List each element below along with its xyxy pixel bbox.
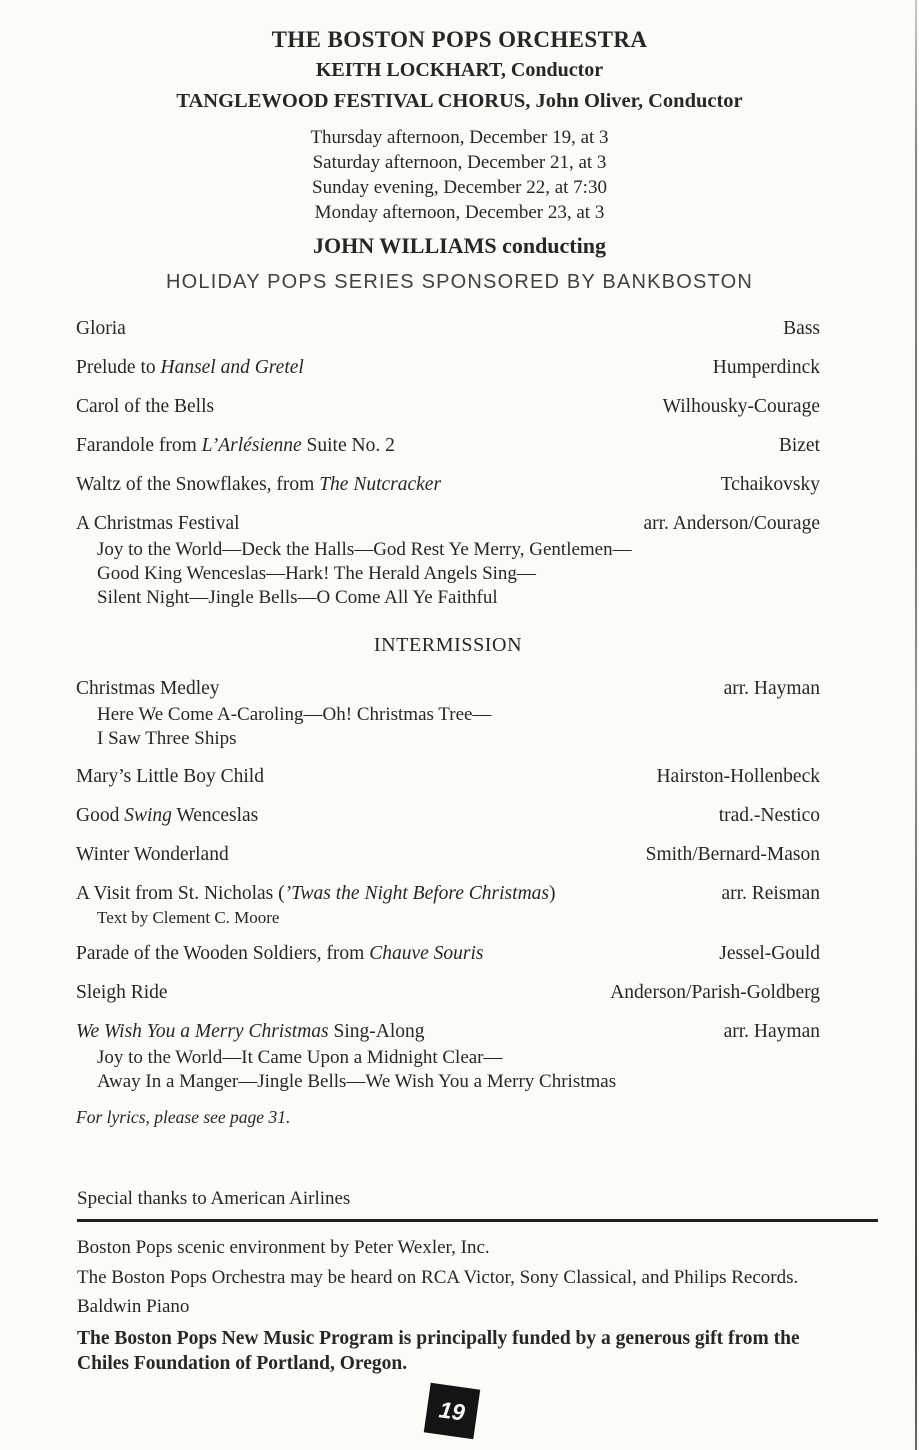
program-listing — [76, 316, 820, 1128]
work-title-italic-segment: ’Twas the Night Before Christmas — [284, 883, 549, 904]
page-title: THE BOSTON POPS ORCHESTRA — [271, 27, 648, 52]
work-title-italic-segment: Hansel and Gretel — [160, 357, 304, 378]
medley-line: Silent Night—Jingle Bells—O Come All Ye Faithful — [97, 587, 498, 608]
composer: Anderson/Parish-Goldberg — [610, 982, 820, 1003]
composer: Hairston-Hollenbeck — [656, 766, 820, 787]
lyrics-note: For lyrics, please see page 31. — [76, 1107, 291, 1127]
composer: arr. Hayman — [723, 1021, 820, 1042]
work-title-segment: A Christmas Festival — [76, 513, 240, 534]
composer: Bizet — [778, 435, 820, 456]
concert-date: Sunday evening, December 22, at 7:30 — [312, 177, 607, 198]
concert-dates — [0, 125, 919, 225]
work-title — [76, 881, 570, 907]
work-title-segment: Gloria — [76, 318, 126, 339]
work-title — [76, 676, 234, 702]
work-title — [76, 1019, 439, 1045]
medley-contents — [76, 538, 820, 610]
program-item — [76, 764, 820, 790]
program-item — [76, 316, 820, 342]
work-title — [76, 472, 455, 498]
medley-line: I Saw Three Ships — [97, 728, 237, 749]
program-item — [76, 941, 820, 967]
work-title-segment: Waltz of the Snowflakes, from — [76, 474, 320, 495]
medley-contents — [76, 1046, 820, 1094]
composer: Smith/Bernard-Mason — [645, 844, 820, 865]
work-title — [76, 394, 228, 420]
scan-edge-line — [915, 0, 917, 1450]
work-title-segment: Farandole from — [76, 435, 202, 456]
page-number: 19 — [437, 1395, 467, 1426]
work-title — [76, 941, 498, 967]
program-item — [76, 842, 820, 868]
program-header — [0, 0, 919, 294]
concert-date: Saturday afternoon, December 21, at 3 — [312, 152, 607, 173]
program-item — [76, 676, 820, 751]
program-item — [76, 394, 820, 420]
program-item-row — [76, 1019, 820, 1045]
footer-divider — [77, 1219, 878, 1222]
text-credit: Text by Clement C. Moore — [97, 908, 280, 927]
conducting-line: JOHN WILLIAMS conducting — [313, 233, 606, 258]
composer: Bass — [783, 318, 820, 339]
work-title — [76, 511, 254, 537]
work-title — [76, 355, 318, 381]
medley-line: Joy to the World—It Came Upon a Midnight Clear— — [97, 1047, 503, 1068]
page-number-badge — [424, 1383, 480, 1439]
program-item — [76, 355, 820, 381]
work-title-italic-segment: We Wish You a Merry Christmas — [76, 1021, 329, 1042]
program-item-row — [76, 941, 820, 967]
series-sponsor-line: HOLIDAY POPS SERIES SPONSORED BY BANKBOSTON — [166, 271, 753, 293]
medley-line: Joy to the World—Deck the Halls—God Rest Ye Merry, Gentlemen— — [97, 539, 632, 560]
work-title-segment: Christmas Medley — [76, 678, 220, 699]
work-title — [76, 803, 272, 829]
program-item — [76, 1019, 820, 1094]
work-title-segment: Wenceslas — [171, 805, 259, 826]
work-title-segment: Prelude to — [76, 357, 161, 378]
program-item-row — [76, 394, 820, 420]
program-item-row — [76, 433, 820, 459]
work-title-segment: Carol of the Bells — [76, 396, 215, 417]
program-item-row — [76, 316, 820, 342]
program-item-row — [76, 842, 820, 868]
program-item-row — [76, 472, 820, 498]
work-title-segment: Sing-Along — [328, 1021, 425, 1042]
work-title-segment: Suite No. 2 — [301, 435, 395, 456]
medley-line: Good King Wenceslas—Hark! The Herald Angels Sing— — [97, 563, 536, 584]
program-item — [76, 472, 820, 498]
credits-list — [77, 1233, 878, 1322]
credit-line: The Boston Pops Orchestra may be heard on RCA Victor, Sony Classical, and Philips Records. — [77, 1266, 799, 1288]
work-title — [76, 980, 182, 1006]
special-thanks: Special thanks to American Airlines — [77, 1188, 351, 1209]
composer: Jessel-Gould — [719, 943, 820, 964]
program-item-row — [76, 881, 820, 907]
medley-line: Away In a Manger—Jingle Bells—We Wish You a Merry Christmas — [97, 1071, 617, 1092]
work-title-segment: Good — [76, 805, 125, 826]
program-item — [76, 803, 820, 829]
work-title-italic-segment: L’Arlésienne — [201, 435, 302, 456]
program-item-row — [76, 511, 820, 537]
work-title-segment: Mary’s Little Boy Child — [76, 766, 264, 787]
composer: Wilhousky-Courage — [662, 396, 820, 417]
composer: arr. Anderson/Courage — [643, 513, 820, 534]
work-title-italic-segment: The Nutcracker — [319, 474, 442, 495]
funding-note: The Boston Pops New Music Program is principally funded by a generous gift from the Chiles Foundation of Portland, Oregon. — [77, 1327, 800, 1374]
program-item-row — [76, 355, 820, 381]
program-item — [76, 980, 820, 1006]
work-title — [76, 764, 278, 790]
concert-date: Monday afternoon, December 23, at 3 — [314, 202, 605, 223]
program-item-row — [76, 676, 820, 702]
program-second-half — [76, 676, 820, 1094]
work-title-segment: Parade of the Wooden Soldiers, from — [76, 943, 370, 964]
work-title — [76, 316, 140, 342]
medley-line: Here We Come A-Caroling—Oh! Christmas Tree— — [97, 704, 492, 725]
work-title — [76, 842, 243, 868]
credit-line: Baldwin Piano — [77, 1296, 190, 1317]
chorus-line: TANGLEWOOD FESTIVAL CHORUS, John Oliver, Conductor — [176, 90, 743, 112]
program-item — [76, 433, 820, 459]
work-title-segment: ) — [549, 883, 556, 904]
credit-line: Boston Pops scenic environment by Peter Wexler, Inc. — [77, 1237, 490, 1258]
work-title-italic-segment: Swing — [124, 805, 172, 826]
medley-contents — [76, 703, 820, 751]
work-title-segment: Sleigh Ride — [76, 982, 168, 1003]
composer: arr. Hayman — [723, 678, 820, 699]
work-title-italic-segment: Chauve Souris — [369, 943, 484, 964]
work-title-segment: Winter Wonderland — [76, 844, 229, 865]
concert-date: Thursday afternoon, December 19, at 3 — [310, 127, 609, 148]
composer: arr. Reisman — [721, 883, 820, 904]
composer: trad.-Nestico — [718, 805, 820, 826]
program-item — [76, 511, 820, 610]
composer: Tchaikovsky — [720, 474, 820, 495]
intermission-label: INTERMISSION — [373, 634, 523, 656]
program-item — [76, 881, 820, 928]
program-item-row — [76, 803, 820, 829]
program-item-row — [76, 980, 820, 1006]
program-footer — [77, 1188, 878, 1377]
conductor-line: KEITH LOCKHART, Conductor — [315, 59, 604, 81]
work-title — [76, 433, 409, 459]
work-title-segment: A Visit from St. Nicholas ( — [76, 883, 285, 904]
program-item-row — [76, 764, 820, 790]
program-first-half — [76, 316, 820, 610]
composer: Humperdinck — [712, 357, 820, 378]
